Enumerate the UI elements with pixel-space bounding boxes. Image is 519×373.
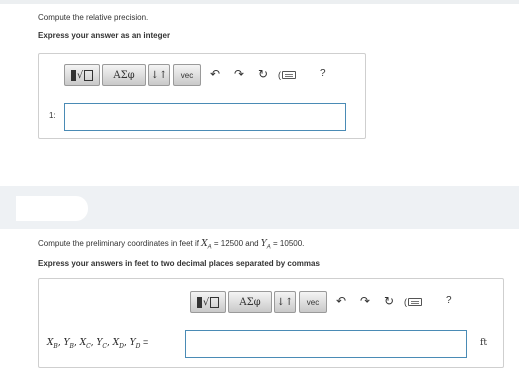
- greek-symbols-button[interactable]: [102, 64, 146, 86]
- redo-icon[interactable]: ↷: [234, 67, 245, 81]
- arrows-icon: ↓↑: [150, 69, 168, 81]
- arrows-button[interactable]: [274, 291, 296, 313]
- ya-value: = 10500.: [273, 239, 305, 248]
- arrows-button[interactable]: [148, 64, 170, 86]
- help-icon[interactable]: ?: [320, 68, 326, 79]
- xa-value: = 12500 and: [213, 239, 259, 248]
- unit-label: ft: [480, 338, 487, 348]
- greek-icon: ΑΣφ: [113, 69, 135, 81]
- help-icon[interactable]: ?: [446, 295, 452, 306]
- q1-prompt: Compute the relative precision.: [38, 13, 149, 22]
- keyboard-bracket: (: [404, 297, 407, 307]
- q1-instruction: Express your answer as an integer: [38, 31, 171, 40]
- greek-icon: ΑΣφ: [239, 296, 261, 308]
- answer-label-separator: ,: [123, 338, 130, 348]
- q1-input-prefix: 1:: [49, 111, 56, 120]
- q2-answer-card: [38, 278, 504, 368]
- q2-prompt-text: Compute the preliminary coordinates in feet if: [38, 239, 199, 248]
- redo-icon[interactable]: ↷: [360, 294, 371, 308]
- answer-label-symbol: X: [79, 338, 87, 348]
- radical-template-button[interactable]: [64, 64, 100, 86]
- undo-icon[interactable]: ↶: [336, 294, 347, 308]
- q1-math-toolbar: [64, 64, 354, 88]
- answer-label-symbol: Y: [129, 338, 136, 348]
- ya-symbol: Y: [260, 239, 267, 249]
- reset-icon[interactable]: ↻: [258, 67, 269, 81]
- answer-label-subscript: B: [69, 342, 74, 350]
- answer-label-symbol: Y: [63, 338, 70, 348]
- radical-icon: √: [76, 69, 84, 81]
- greek-symbols-button[interactable]: [228, 291, 272, 313]
- answer-label-separator: ,: [106, 338, 113, 348]
- radical-icon: √: [202, 296, 210, 308]
- section-divider-tab: [16, 196, 88, 221]
- q2-answer-label: [47, 337, 148, 350]
- arrows-icon: ↓↑: [276, 296, 294, 308]
- template-block-icon: [71, 70, 76, 81]
- q2-math-toolbar: [190, 291, 480, 315]
- answer-label-equals: =: [140, 337, 149, 347]
- vec-label: vec: [306, 297, 320, 307]
- answer-label-subscript: D: [119, 342, 124, 350]
- vec-label: vec: [180, 70, 194, 80]
- q1-answer-card: [38, 53, 366, 139]
- answer-label-subscript: B: [53, 342, 58, 350]
- q1-answer-input[interactable]: [64, 103, 346, 131]
- q2-instruction: Express your answers in feet to two decimal places separated by commas: [38, 259, 320, 268]
- template-block-icon: [197, 297, 202, 308]
- vec-button[interactable]: [299, 291, 327, 313]
- q2-prompt: [38, 239, 304, 251]
- template-box-icon: [210, 297, 219, 308]
- undo-icon[interactable]: ↶: [210, 67, 221, 81]
- reset-icon[interactable]: ↻: [384, 294, 395, 308]
- template-box-icon: [84, 70, 93, 81]
- keyboard-icon[interactable]: [282, 71, 296, 79]
- vec-button[interactable]: [173, 64, 201, 86]
- xa-symbol: X: [201, 239, 208, 249]
- answer-label-separator: ,: [90, 338, 97, 348]
- keyboard-bracket: (: [278, 70, 281, 80]
- answer-label-separator: ,: [73, 338, 80, 348]
- keyboard-icon[interactable]: [408, 298, 422, 306]
- ya-subscript: A: [266, 244, 271, 251]
- top-bar: [0, 0, 519, 4]
- xa-subscript: A: [207, 244, 212, 251]
- q2-answer-input[interactable]: [185, 330, 467, 358]
- radical-template-button[interactable]: [190, 291, 226, 313]
- answer-label-separator: ,: [57, 338, 64, 348]
- answer-label-symbol: Y: [96, 338, 103, 348]
- answer-label-symbol: X: [47, 338, 54, 348]
- answer-label-subscript: C: [86, 342, 91, 350]
- answer-label-subscript: D: [135, 342, 141, 350]
- answer-label-symbol: X: [112, 338, 120, 348]
- answer-label-subscript: C: [102, 342, 107, 350]
